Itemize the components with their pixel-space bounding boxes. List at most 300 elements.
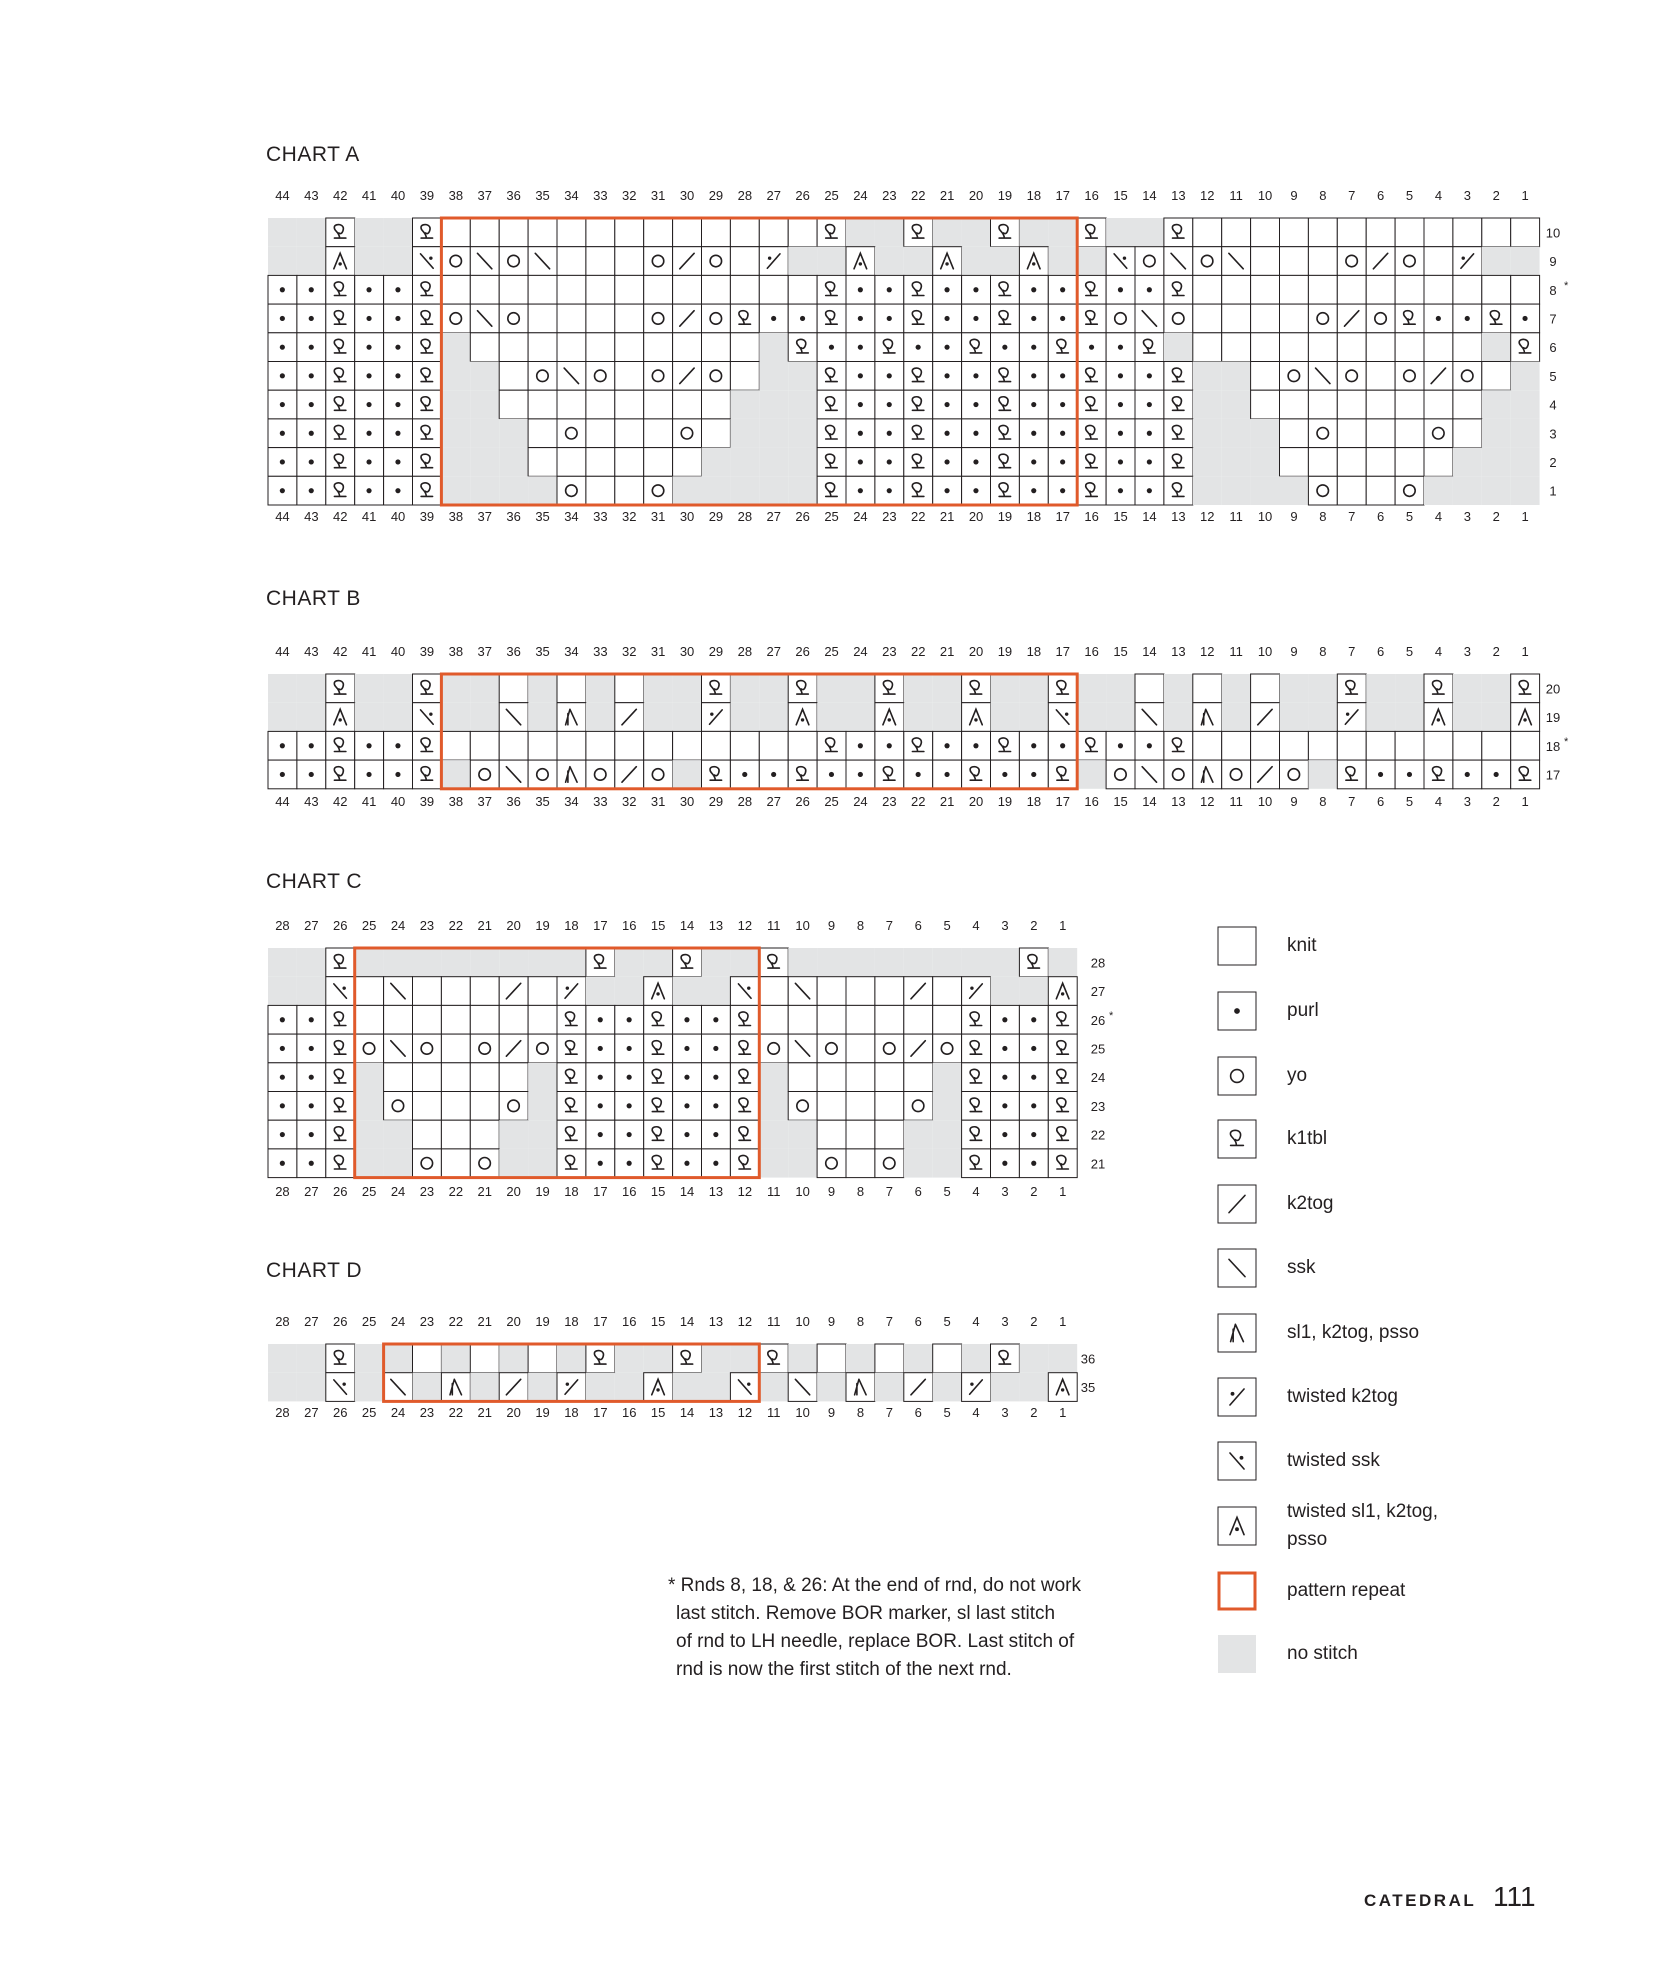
stitch-number: 20 [506, 1184, 521, 1199]
no-stitch-cell [875, 1373, 904, 1402]
stitch-number: 14 [679, 1314, 695, 1329]
stitch-number: 27 [304, 918, 319, 933]
footnote-line: of rnd to LH needle, replace BOR. Last stitch of [676, 1631, 1075, 1652]
stitch-number: 19 [535, 1314, 550, 1329]
stitch-number: 30 [679, 188, 695, 203]
stitch-number: 30 [679, 794, 695, 809]
stitch-number: 20 [506, 918, 521, 933]
stitch-number: 21 [477, 1184, 492, 1199]
stitch-number: 13 [1171, 644, 1186, 659]
stitch-number: 4 [972, 1405, 980, 1420]
stitch-number: 5 [943, 1314, 951, 1329]
legend-label: ssk [1287, 1257, 1316, 1278]
stitch-number: 3 [1463, 644, 1471, 659]
stitch-number: 37 [477, 644, 492, 659]
stitch-number: 9 [827, 1184, 836, 1199]
stitch-number: 18 [1026, 794, 1042, 809]
stitch-number: 7 [1348, 644, 1356, 659]
stitch-number: 8 [1319, 509, 1327, 524]
stitch-number: 16 [622, 1314, 637, 1329]
stitch-number: 6 [914, 918, 922, 933]
no-stitch-cell [702, 1373, 731, 1402]
chart-c-title: CHART C [266, 870, 363, 893]
stitch-number: 5 [1405, 509, 1414, 524]
no-stitch-cell [1019, 1344, 1048, 1373]
no-stitch-cell [904, 1344, 933, 1373]
stitch-number: 19 [997, 188, 1013, 203]
stitch-number: 41 [361, 509, 377, 524]
legend-item [1217, 1119, 1328, 1159]
no-stitch-symbol [1217, 1634, 1257, 1674]
stitch-number: 6 [1377, 794, 1385, 809]
stitch-number: 2 [1492, 509, 1500, 524]
stitch-number: 27 [766, 644, 781, 659]
stitch-number: 25 [824, 188, 839, 203]
stitch-number: 23 [882, 794, 897, 809]
stitch-number: 25 [361, 1184, 377, 1199]
knit-cell [875, 1344, 904, 1373]
twisted-sl1-k2tog-psso-symbol [1217, 1506, 1257, 1546]
no-stitch-cell [702, 1344, 731, 1373]
stitch-number: 22 [448, 918, 464, 933]
footnote-line: rnd is now the first stitch of the next rnd. [676, 1659, 1012, 1680]
no-stitch-cell [355, 1344, 384, 1373]
stitch-number: 32 [622, 644, 637, 659]
stitch-number: 14 [1142, 794, 1157, 809]
stitch-number: 1 [1059, 1314, 1067, 1329]
stitch-number: 2 [1030, 918, 1038, 933]
stitch-number: 7 [885, 1405, 893, 1420]
stitch-number: 15 [650, 1184, 666, 1199]
stitch-number: 26 [795, 644, 810, 659]
stitch-number: 23 [419, 1405, 435, 1420]
stitch-number: 28 [275, 1314, 290, 1329]
sl1-k2tog-psso-symbol [1217, 1313, 1257, 1353]
no-stitch-cell [1019, 1373, 1048, 1402]
stitch-number: 39 [419, 644, 435, 659]
stitch-number: 25 [824, 509, 839, 524]
stitch-number: 33 [593, 794, 608, 809]
stitch-number: 6 [1377, 644, 1385, 659]
stitch-number: 23 [882, 509, 897, 524]
k1tbl-cell [586, 1344, 615, 1373]
no-stitch-cell [297, 1344, 326, 1373]
stitch-number: 37 [477, 509, 492, 524]
stitch-number: 42 [333, 644, 348, 659]
stitch-number: 21 [939, 794, 955, 809]
stitch-number: 15 [1113, 188, 1128, 203]
stitch-number: 13 [708, 1405, 724, 1420]
stitch-number: 44 [275, 794, 290, 809]
row-number: 18 [1545, 738, 1561, 754]
stitch-number: 16 [1084, 794, 1099, 809]
stitch-number: 25 [361, 1405, 377, 1420]
stitch-number: 38 [448, 188, 464, 203]
ssk-cell [788, 1373, 817, 1402]
row-number: 22 [1090, 1127, 1106, 1143]
stitch-number: 9 [1290, 188, 1298, 203]
stitch-number: 28 [275, 1405, 290, 1420]
stitch-number: 18 [1026, 644, 1042, 659]
stitch-number: 43 [304, 644, 319, 659]
row-marker: * [1109, 1009, 1114, 1022]
stitch-number: 35 [535, 644, 550, 659]
stitch-number: 18 [564, 1405, 579, 1420]
stitch-number: 21 [939, 644, 955, 659]
no-stitch-cell [413, 1373, 442, 1402]
stitch-number: 12 [737, 1405, 753, 1420]
no-stitch-cell [615, 1373, 644, 1402]
row-number: 10 [1545, 225, 1561, 241]
stitch-number: 39 [419, 188, 435, 203]
stitch-number: 3 [1463, 188, 1471, 203]
sl1-k2tog-psso-cell [441, 1373, 470, 1402]
stitch-cells [268, 1344, 1077, 1401]
stitch-number: 43 [304, 509, 319, 524]
stitch-number: 21 [939, 188, 955, 203]
legend-label: knit [1287, 935, 1317, 956]
stitch-number: 23 [419, 918, 435, 933]
stitch-number: 43 [304, 188, 319, 203]
legend-label: twisted k2tog [1287, 1386, 1398, 1407]
stitch-number: 4 [972, 1314, 980, 1329]
k2tog-cell [499, 1373, 528, 1402]
stitch-number: 41 [361, 794, 377, 809]
stitch-number: 14 [1142, 188, 1157, 203]
stitch-number: 4 [1434, 509, 1443, 524]
no-stitch-cell [673, 1373, 702, 1402]
stitch-number: 7 [885, 1314, 893, 1329]
no-stitch-cell [730, 1344, 759, 1373]
no-stitch-cell [441, 1344, 470, 1373]
stitch-number: 5 [943, 918, 951, 933]
stitch-number: 32 [622, 794, 637, 809]
stitch-number: 8 [1319, 794, 1327, 809]
legend-label: no stitch [1287, 1643, 1358, 1664]
stitch-number: 25 [361, 918, 377, 933]
stitch-number: 9 [827, 1314, 836, 1329]
stitch-number: 11 [767, 1405, 781, 1420]
stitch-number: 17 [593, 918, 608, 933]
stitch-number: 6 [1377, 509, 1385, 524]
row-number: 7 [1549, 311, 1557, 327]
stitch-number: 29 [708, 509, 724, 524]
stitch-number: 11 [1229, 188, 1243, 203]
stitch-number: 28 [275, 1184, 290, 1199]
stitch-number: 11 [767, 918, 781, 933]
stitch-number: 10 [1257, 794, 1273, 809]
stitch-number: 3 [1463, 794, 1471, 809]
pattern-repeat-symbol [1217, 1571, 1257, 1611]
stitch-number: 6 [1377, 188, 1385, 203]
stitch-number: 14 [1142, 509, 1157, 524]
stitch-number: 16 [1084, 509, 1099, 524]
stitch-number: 13 [708, 918, 724, 933]
k1tbl-cell [759, 1344, 788, 1373]
row-number: 35 [1080, 1380, 1096, 1396]
stitch-number: 22 [911, 509, 926, 524]
stitch-number: 4 [1434, 188, 1443, 203]
stitch-number: 9 [827, 918, 836, 933]
stitch-number: 16 [622, 1405, 637, 1420]
stitch-number: 32 [622, 509, 637, 524]
stitch-number: 20 [968, 794, 984, 809]
stitch-number: 10 [1257, 188, 1273, 203]
stitch-number: 8 [856, 918, 865, 933]
twisted-k2tog-symbol [1217, 1377, 1257, 1417]
stitch-number: 21 [939, 509, 955, 524]
stitch-number: 26 [795, 188, 810, 203]
footnote [668, 1572, 1128, 1684]
stitch-number: 1 [1521, 509, 1529, 524]
stitch-number: 3 [1463, 509, 1471, 524]
stitch-number: 18 [564, 1314, 579, 1329]
chart-b-title: CHART B [266, 587, 361, 610]
stitch-number: 23 [419, 1314, 435, 1329]
stitch-number: 12 [737, 918, 753, 933]
stitch-number: 28 [737, 644, 753, 659]
stitch-number: 7 [885, 918, 893, 933]
stitch-number: 40 [390, 794, 406, 809]
row-number: 4 [1549, 397, 1557, 413]
stitch-number: 3 [1001, 1184, 1009, 1199]
legend-label: yo [1287, 1065, 1308, 1086]
legend-label: pattern repeat [1287, 1580, 1406, 1601]
stitch-number: 38 [448, 509, 464, 524]
stitch-number: 24 [390, 1405, 406, 1420]
stitch-number: 16 [1084, 644, 1099, 659]
stitch-number: 40 [390, 644, 406, 659]
knit-cell [528, 1344, 557, 1373]
stitch-number: 22 [448, 1314, 464, 1329]
stitch-number: 29 [708, 794, 724, 809]
stitch-number: 20 [968, 188, 984, 203]
stitch-number: 25 [824, 794, 839, 809]
stitch-number: 27 [304, 1405, 319, 1420]
stitch-number: 26 [795, 794, 810, 809]
footnote-line: last stitch. Remove BOR marker, sl last stitch [676, 1603, 1056, 1624]
stitch-number: 12 [1200, 509, 1215, 524]
stitch-number: 15 [650, 1405, 666, 1420]
stitch-number: 17 [1055, 794, 1070, 809]
stitch-number: 13 [708, 1314, 724, 1329]
stitch-number: 31 [650, 794, 666, 809]
legend-label: k2tog [1287, 1193, 1334, 1214]
stitch-number: 6 [914, 1405, 922, 1420]
stitch-number: 4 [972, 918, 980, 933]
k1tbl-cell [673, 1344, 702, 1373]
no-stitch-cell [528, 1373, 557, 1402]
stitch-number: 18 [564, 1184, 579, 1199]
no-stitch-cell [355, 1373, 384, 1402]
no-stitch-cell [499, 1344, 528, 1373]
stitch-number: 7 [1348, 794, 1356, 809]
stitch-number: 17 [593, 1405, 608, 1420]
stitch-number: 13 [1171, 188, 1186, 203]
row-number: 36 [1080, 1351, 1096, 1367]
stitch-number: 9 [1290, 794, 1298, 809]
yo-symbol [1217, 1056, 1257, 1096]
k2tog-symbol [1217, 1184, 1257, 1224]
legend-label: purl [1287, 1000, 1319, 1021]
stitch-number: 41 [361, 188, 377, 203]
stitch-number: 19 [997, 644, 1013, 659]
stitch-number: 11 [1229, 509, 1243, 524]
stitch-number: 27 [304, 1184, 319, 1199]
twisted-k2tog-cell [962, 1373, 991, 1402]
stitch-number: 34 [564, 644, 579, 659]
stitch-number: 24 [853, 644, 868, 659]
stitch-number: 11 [767, 1314, 781, 1329]
stitch-number: 5 [943, 1405, 951, 1420]
stitch-number: 33 [593, 644, 608, 659]
stitch-number: 19 [997, 509, 1013, 524]
stitch-number: 1 [1059, 1405, 1067, 1420]
row-number: 2 [1549, 454, 1557, 470]
ssk-cell [384, 1373, 413, 1402]
stitch-number: 21 [477, 918, 492, 933]
stitch-number: 24 [853, 794, 868, 809]
stitch-number: 34 [564, 509, 579, 524]
row-number: 27 [1090, 984, 1106, 1000]
stitch-number: 29 [708, 644, 724, 659]
k1tbl-cell [326, 1344, 355, 1373]
stitch-number: 5 [1405, 188, 1414, 203]
stitch-number: 42 [333, 794, 348, 809]
page-number: 111 [1493, 1881, 1536, 1912]
no-stitch-cell [962, 1344, 991, 1373]
stitch-number: 15 [650, 918, 666, 933]
no-stitch-cell [1048, 1344, 1077, 1373]
stitch-number: 1 [1521, 188, 1529, 203]
knit-cell [470, 1344, 499, 1373]
stitch-number: 1 [1059, 1184, 1067, 1199]
stitch-number: 38 [448, 794, 464, 809]
stitch-number: 8 [856, 1314, 865, 1329]
stitch-number: 34 [564, 794, 579, 809]
row-number: 25 [1090, 1041, 1106, 1057]
stitch-number: 35 [535, 794, 550, 809]
stitch-number: 44 [275, 188, 290, 203]
stitch-number: 26 [333, 918, 348, 933]
legend-label: sl1, k2tog, psso [1287, 1322, 1420, 1343]
stitch-number: 16 [622, 918, 637, 933]
sl1-k2tog-psso-cell [846, 1373, 875, 1402]
stitch-number: 31 [650, 644, 666, 659]
twisted-sl1-k2tog-psso-cell [1048, 1373, 1077, 1402]
stitch-number: 5 [943, 1184, 951, 1199]
legend-item [1217, 1571, 1406, 1611]
stitch-number: 36 [506, 509, 521, 524]
stitch-number: 31 [650, 188, 666, 203]
stitch-number: 10 [795, 918, 810, 933]
stitch-number: 8 [1319, 644, 1327, 659]
stitch-number: 28 [737, 794, 753, 809]
stitch-number: 15 [1113, 509, 1128, 524]
twisted-ssk-symbol [1217, 1441, 1257, 1481]
purl-symbol [1217, 991, 1257, 1031]
no-stitch-cell [933, 1373, 962, 1402]
stitch-number: 29 [708, 188, 724, 203]
stitch-number: 35 [535, 509, 550, 524]
stitch-number: 39 [419, 509, 435, 524]
stitch-number: 2 [1492, 644, 1500, 659]
stitch-number: 8 [1319, 188, 1327, 203]
legend-item [1217, 991, 1319, 1031]
stitch-number: 1 [1059, 918, 1067, 933]
stitch-number: 12 [1200, 644, 1215, 659]
stitch-number: 6 [914, 1184, 922, 1199]
twisted-k2tog-cell [557, 1373, 586, 1402]
stitch-number: 26 [795, 509, 810, 524]
book-title: CATEDRAL [1364, 1891, 1477, 1910]
stitch-number: 42 [333, 509, 348, 524]
row-number: 6 [1549, 340, 1557, 356]
legend-label: twisted ssk [1287, 1450, 1380, 1471]
no-stitch-cell [268, 1373, 297, 1402]
stitch-number: 27 [304, 1314, 319, 1329]
stitch-number: 3 [1001, 918, 1009, 933]
stitch-number: 20 [506, 1314, 521, 1329]
stitch-number: 3 [1001, 1405, 1009, 1420]
legend-item [1217, 926, 1317, 966]
stitch-number: 2 [1030, 1405, 1038, 1420]
legend-item [1217, 1248, 1316, 1288]
stitch-number: 19 [535, 1405, 550, 1420]
stitch-number: 12 [737, 1314, 753, 1329]
stitch-number: 44 [275, 644, 290, 659]
stitch-number: 15 [1113, 794, 1128, 809]
stitch-number: 18 [1026, 509, 1042, 524]
stitch-number: 10 [795, 1314, 810, 1329]
legend-item [1217, 1441, 1380, 1481]
stitch-number: 16 [1084, 188, 1099, 203]
stitch-number: 34 [564, 188, 579, 203]
legend-item [1217, 1634, 1358, 1674]
stitch-number: 3 [1001, 1314, 1009, 1329]
stitch-number: 13 [1171, 509, 1186, 524]
row-number: 21 [1090, 1156, 1106, 1172]
row-number: 19 [1545, 710, 1561, 726]
stitch-number: 13 [1171, 794, 1186, 809]
stitch-number: 24 [853, 188, 868, 203]
stitch-number: 40 [390, 188, 406, 203]
stitch-number: 17 [593, 1314, 608, 1329]
stitch-number: 33 [593, 509, 608, 524]
stitch-number: 38 [448, 644, 464, 659]
stitch-number: 11 [767, 1184, 781, 1199]
no-stitch-cell [788, 1344, 817, 1373]
stitch-number: 21 [477, 1405, 492, 1420]
stitch-number: 26 [333, 1405, 348, 1420]
stitch-number: 32 [622, 188, 637, 203]
stitch-number: 17 [1055, 509, 1070, 524]
knit-cell [413, 1344, 442, 1373]
stitch-number: 2 [1030, 1184, 1038, 1199]
stitch-number: 27 [766, 794, 781, 809]
stitch-number: 8 [856, 1405, 865, 1420]
stitch-number: 35 [535, 188, 550, 203]
chart-d-title: CHART D [266, 1259, 363, 1282]
stitch-number: 19 [535, 1184, 550, 1199]
chart-a-title: CHART A [266, 143, 360, 166]
stitch-number: 14 [679, 918, 695, 933]
stitch-number: 7 [1348, 509, 1356, 524]
no-stitch-cell [817, 1373, 846, 1402]
stitch-number: 7 [1348, 188, 1356, 203]
stitch-number: 9 [1290, 644, 1298, 659]
stitch-number: 12 [1200, 188, 1215, 203]
